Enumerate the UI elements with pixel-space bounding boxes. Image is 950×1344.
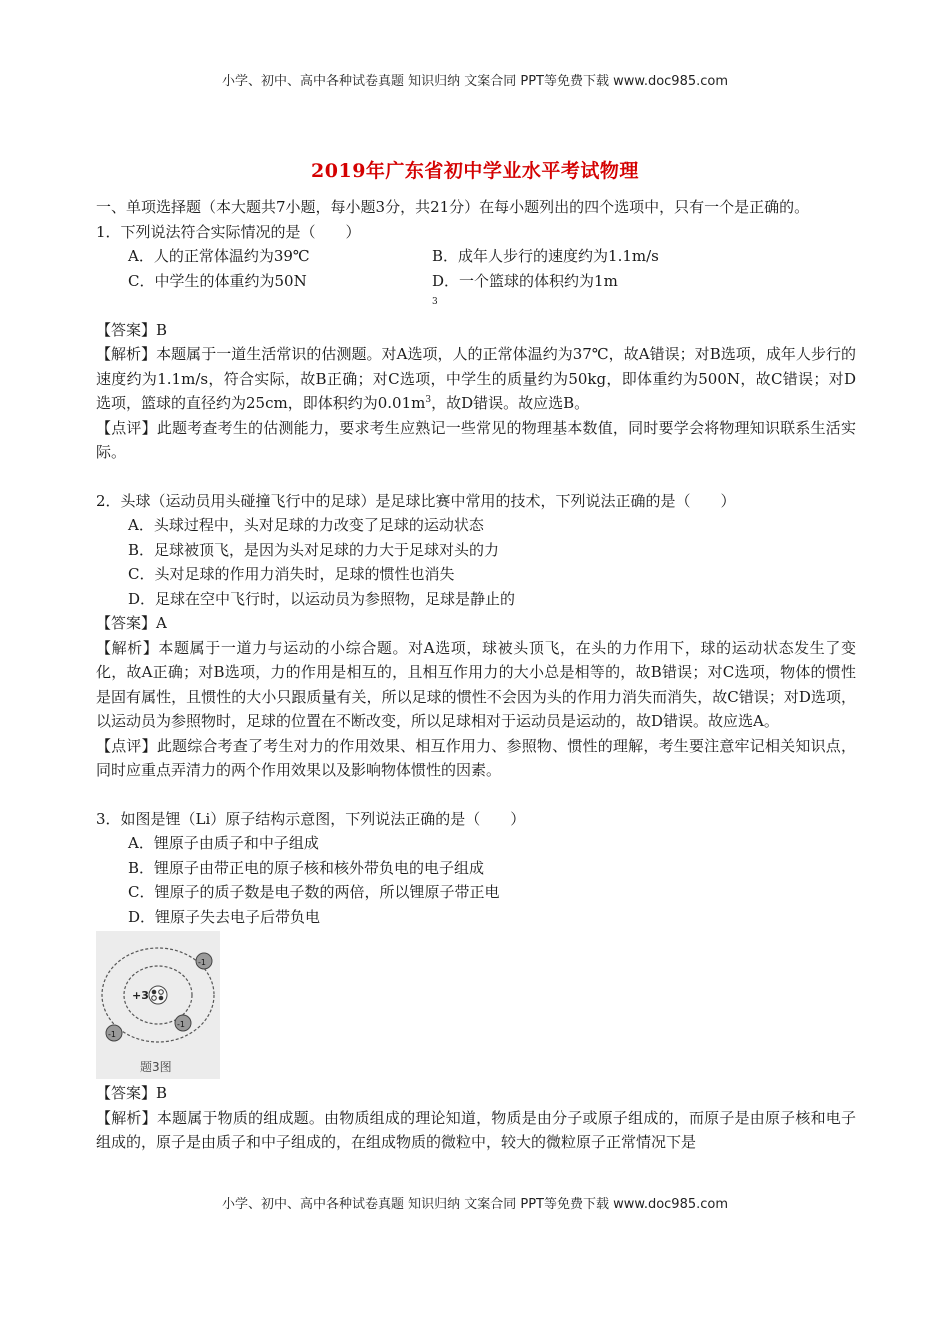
atom-diagram — [96, 931, 220, 1079]
question-1-options-row-1 — [96, 244, 856, 269]
superscript: 3 — [425, 395, 432, 405]
question-1-option-b: B．成年人步行的速度约为1.1m/s — [432, 247, 659, 265]
question-1-options-row-2 — [96, 269, 856, 318]
question-1-option-c: C．中学生的体重约为50N — [128, 271, 307, 290]
question-2-option-c: C．头对足球的作用力消失时，足球的惯性也消失 — [128, 565, 455, 583]
electron-label: -1 — [198, 958, 206, 967]
question-1-option-a: A．人的正常体温约为39℃ — [128, 247, 310, 265]
question-1-option-d-text: D．一个篮球的体积约为1m — [432, 271, 618, 290]
question-3-answer: 【答案】B — [96, 1084, 168, 1102]
question-3-stem: 3．如图是锂（Li）原子结构示意图，下列说法正确的是（ ） — [96, 809, 526, 828]
page-header: 小学、初中、高中各种试卷真题 知识归纳 文案合同 PPT等免费下载 www.doc985.com — [221, 74, 729, 89]
question-2-option-a: A．头球过程中，头对足球的力改变了足球的运动状态 — [128, 516, 484, 534]
question-2-option-b: B．足球被顶飞，是因为头对足球的力大于足球对头的力 — [128, 540, 500, 559]
electron-label: -1 — [108, 1030, 116, 1039]
nucleus-charge-label: +3 — [132, 989, 149, 1002]
question-3-option-d: D．锂原子失去电子后带负电 — [128, 907, 321, 926]
question-2-analysis: 【解析】本题属于一道力与运动的小综合题。对A选项，球被头顶飞，在头的力作用下，球的运动状态发生了变化，故A正确；对B选项，力的作用是相互的，且相互作用力的大小总是相等的，故B错误；对C选项，物体的惯性是固有属性，且惯性的大小只跟质量有关，所以足球的惯性不会因为头的作用力消失而消失，故C错误；对D选项，以运动员为参照物时，足球的位置在不断改变，所以足球相对于运动员是运动的，故D错误。故应选A。 — [96, 638, 856, 730]
question-2-answer: 【答案】A — [96, 614, 167, 632]
lithium-atom-figure — [96, 931, 220, 1079]
question-1-analysis — [96, 342, 856, 416]
page-footer: 小学、初中、高中各种试卷真题 知识归纳 文案合同 PPT等免费下载 www.doc985.com — [221, 1197, 729, 1212]
section-intro: 一、单项选择题（本大题共7小题，每小题3分，共21分）在每小题列出的四个选项中，只有一个是正确的。 — [96, 198, 810, 216]
document-title: 2019年广东省初中学业水平考试物理 — [311, 160, 639, 182]
question-2-comment: 【点评】此题综合考查了考生对力的作用效果、相互作用力、参照物、惯性的理解，考生要注意牢记相关知识点，同时应重点弄清力的两个作用效果以及影响物体惯性的因素。 — [96, 736, 856, 779]
electron-label: -1 — [177, 1020, 185, 1029]
question-3-option-b: B．锂原子由带正电的原子核和核外带负电的电子组成 — [128, 858, 485, 877]
question-2-stem: 2．头球（运动员用头碰撞飞行中的足球）是足球比赛中常用的技术，下列说法正确的是（ ） — [96, 491, 736, 510]
question-1-stem: 1．下列说法符合实际情况的是（ ） — [96, 222, 361, 241]
question-1-answer: 【答案】B — [96, 320, 168, 339]
question-2-option-d: D．足球在空中飞行时，以运动员为参照物，足球是静止的 — [128, 589, 516, 608]
figure-caption: 题3图 — [140, 1060, 172, 1074]
document-body — [96, 195, 856, 1155]
superscript: 3 — [432, 297, 438, 307]
question-3-option-a: A．锂原子由质子和中子组成 — [128, 834, 319, 852]
question-1-option-d — [432, 269, 618, 318]
question-3-analysis: 【解析】本题属于物质的组成题。由物质组成的理论知道，物质是由分子或原子组成的，而原子是由原子核和电子组成的，原子是由质子和中子组成的，在组成物质的微粒中，较大的微粒原子正常情况下是 — [96, 1108, 856, 1151]
question-1-analysis-end: ，故D错误。故应选B。 — [431, 394, 590, 412]
question-1-comment: 【点评】此题考查考生的估测能力，要求考生应熟记一些常见的物理基本数值，同时要学会将物理知识联系生活实际。 — [96, 418, 856, 461]
question-1-analysis-text: 【解析】本题属于一道生活常识的估测题。对A选项，人的正常体温约为37℃，故A错误；对B选项，成年人步行的速度约为1.1m/s，符合实际，故B正确；对C选项，中学生的质量约为50kg，即体重约为500N，故C错误；对D选项，篮球的直径约为25cm，即体积约为0.01m — [96, 345, 856, 412]
question-3-option-c: C．锂原子的质子数是电子数的两倍，所以锂原子带正电 — [128, 883, 500, 901]
